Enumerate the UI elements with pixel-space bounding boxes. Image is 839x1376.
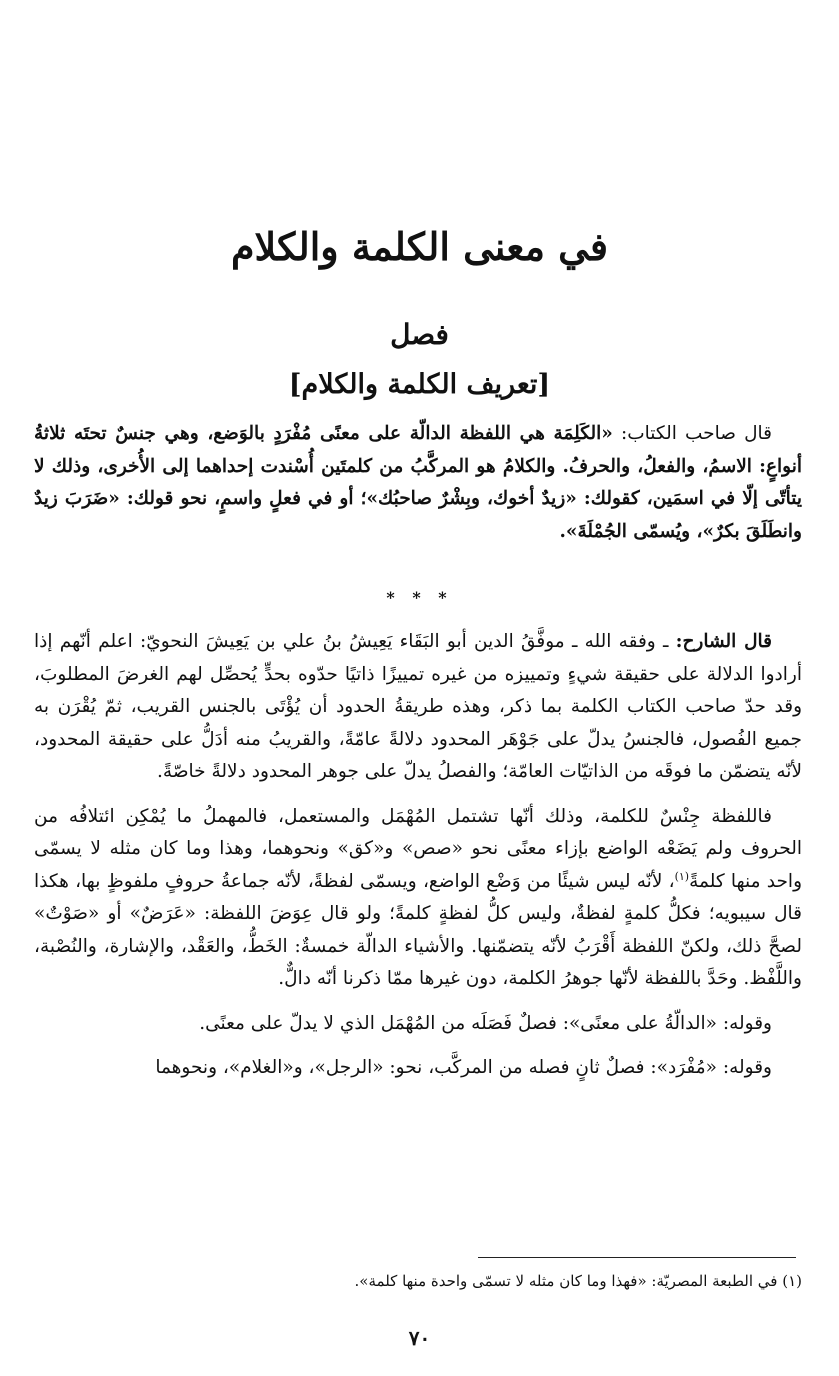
commentary-paragraph: وقوله: «مُفْرَد»: فصلٌ ثانٍ فصله من المركَّب، نحو: «الرجل»، و«الغلام»، ونحوهما: [155, 1057, 772, 1078]
commentary-text: ـ وفقه الله ـ موفَّقُ الدين أبو البَقَاء يَعِيشُ بنُ علي بن يَعِيشَ النحويّ: اعلم أنّهم إذا أرادوا الدلالة على حقيقة شيءٍ وتمييزه من غيره تمييزًا ذاتيًا حدّوه بحدٍّ يُحصِّل لهم الغرضَ المطلوبَ، وقد حدّ صاحب الكتاب الكلمة بما ذكر، وهذه طريقةُ الحدود أن يُؤْتَى بالجنس القريب، ثمّ يُقْرَن به جميع الفُصول، فالجنسُ يدلّ على جَوْهَر المحدود دلالةً عامّةً، والقريبُ منه أدَلُّ على حقيقة المحدود، لأنّه يتضمّن ما فوقَه من الذاتيّات العامّة؛ والفصلُ يدلّ على جوهر المحدود دلالةً خاصّةً.: [34, 631, 802, 782]
commentary-text: ، لأنّه ليس شيئًا من وَضْع الواضع، ويسمّى لفظةً، لأنّه جماعةُ حروفٍ ملفوظٍ بها، هكذا قال سيبويه؛ فكلُّ كلمةٍ لفظةٌ، وليس كلُّ لفظةٍ كلمةً؛ ولو قال عِوَضَ اللفظة: «عَرَضٌ» أو «صَوْتٌ» لصحَّ ذلك، ولكنّ اللفظة أَقْرَبُ لأنّه يتضمّنها. والأشياء الدالّة خمسةٌ: الخَطُّ، والعَقْد، والإشارة، والنُصْبة، واللَّفْظ. وحَدَّ باللفظة لأنّها جوهرُ الكلمة، دون غيرها ممّا ذكرنا أنّه دالٌّ.: [34, 870, 802, 989]
chapter-title: في معنى الكلمة والكلام: [230, 224, 609, 269]
section-subtitle: [تعريف الكلمة والكلام]: [288, 369, 551, 400]
matn-quote: [34, 418, 802, 548]
commentator-label: قال الشارح:: [675, 631, 773, 652]
footnote-divider: [478, 1257, 796, 1258]
matn-paragraph: [34, 418, 802, 548]
footnote-text: في الطبعة المصريّة: «فهذا وما كان مثله لا تسمّى واحدة منها كلمة».: [354, 1272, 778, 1290]
matn-text: «الكَلِمَة هي اللفظة الدالّة على معنًى مُفْرَدٍ بالوَضع، وهي جنسٌ تحتَه ثلاثةُ أنواعٍ: الاسمُ، والفعلُ، والحرفُ. والكلامُ هو المركَّبُ من كلمتَين أُسْندت إحداهما إلى الأُخرى، وذلك لا يتأتّى إلّا في اسمَين، كقولك: «زيدٌ أخوك، وبِشْرٌ صاحبُك»؛ أو في فعلٍ واسمٍ، نحو قولك: «ضَرَبَ زيدٌ وانطَلَقَ بكرٌ»، ويُسمّى الجُمْلَةَ».: [34, 423, 802, 542]
matn-intro: قال صاحب الكتاب:: [612, 423, 772, 444]
commentary-paragraph: وقوله: «الدالّةُ على معنًى»: فصلٌ فَصَلَه من المُهْمَل الذي لا يدلّ على معنًى.: [199, 1012, 772, 1034]
commentary: [34, 626, 802, 1085]
footnote-number: (١): [782, 1272, 802, 1290]
footnote: [34, 1268, 802, 1294]
section-label: فصل: [390, 318, 449, 351]
footnote-reference[interactable]: (١): [674, 869, 690, 883]
page-number: ٧٠: [408, 1326, 431, 1350]
commentary-paragraph: [34, 801, 802, 996]
commentary-paragraph: [34, 626, 802, 789]
section-separator: * * *: [386, 588, 453, 607]
commentary-text: فاللفظة جِنْسٌ للكلمة، وذلك أنّها تشتمل المُهْمَل والمستعمل، فالمهملُ ما يُمْكِن ائتلافُه من الحروف ولم يَضَعْه الواضع بإزاء معنًى نحو «صص» و«كق» ونحوهما، وهذا وما كان مثله لا يسمّى واحد منها كلمةً: [34, 805, 802, 892]
